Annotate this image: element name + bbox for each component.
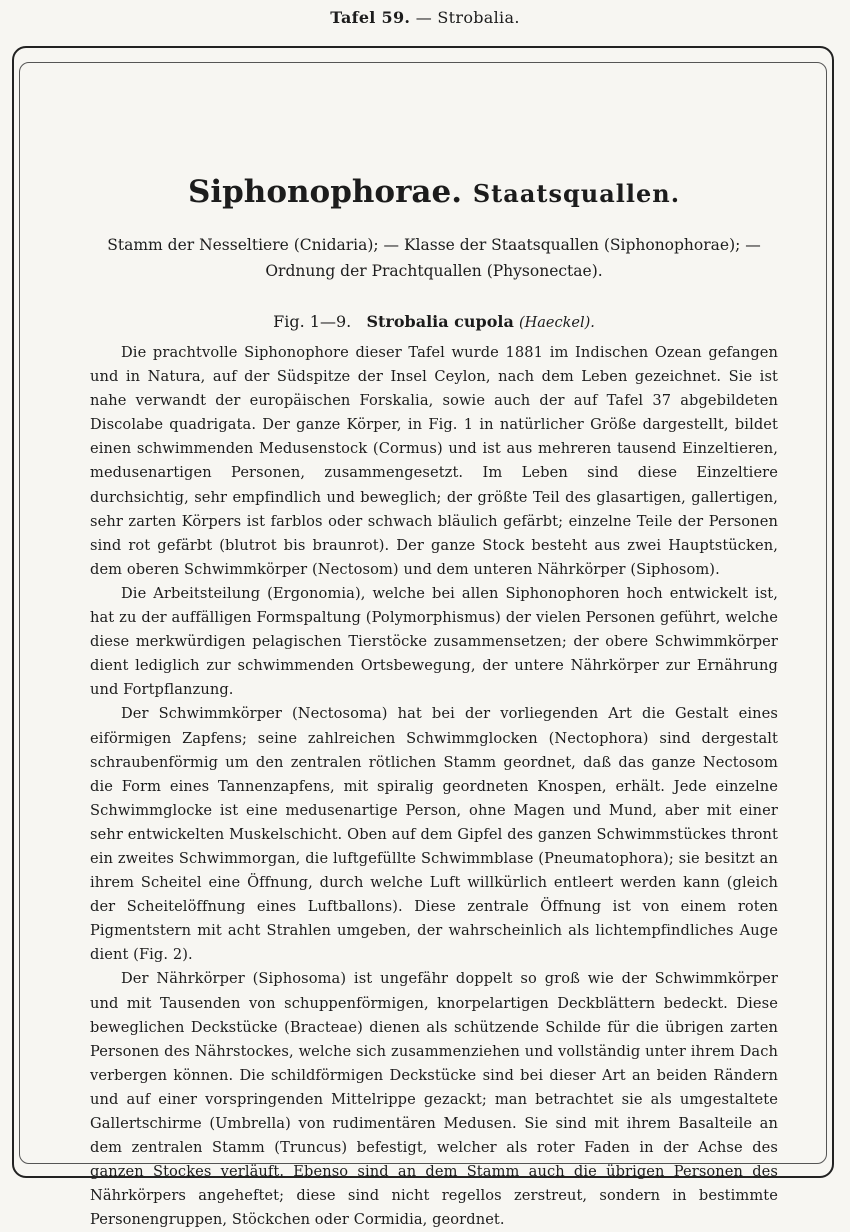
classification-line-2: Ordnung der Prachtquallen (Physonectae). bbox=[265, 262, 603, 280]
figure-caption bbox=[90, 310, 778, 335]
species-name: Strobalia cupola bbox=[366, 312, 514, 331]
paragraph-nectosoma: Der Schwimmkörper (Nectosoma) hat bei der vorliegenden Art die Gestalt eines eiförmigen Zapfens; seine zahlreichen Schwimmglocken (Nectophora) sind dergestalt schraubenförmig um den zentralen rötlichen Stamm geordnet, daß das ganze Nectosom die Form eines Tannenzapfens, mit spiralig geordneten Knospen, erhält. Jede einzelne Schwimmglocke ist eine medusenartige Person, ohne Magen und Mund, aber mit einer sehr entwickelten Muskelschicht. Oben auf dem Gipfel des ganzen Schwimmstückes thront ein zweites Schwimmorgan, die luftgefüllte Schwimmblase (Pneumatophora); sie besitzt an ihrem Scheitel eine Öffnung, durch welche Luft willkürlich entleert werden kann (gleich der Scheitelöffnung eines Luftballons). Diese zentrale Öffnung ist von einem roten Pigmentstern mit acht Strahlen umgeben, der wahrscheinlich als lichtempfindliches Auge dient (Fig. 2). bbox=[90, 705, 778, 964]
plate-subject: Strobalia. bbox=[437, 8, 520, 27]
species-author: (Haeckel). bbox=[518, 315, 595, 331]
paragraph-ergonomia: Die Arbeitsteilung (Ergonomia), welche bei allen Siphonophoren hoch entwickelt ist, hat zu der auffälligen Formspaltung (Polymorphismus) der vielen Personen geführt, welche diese merkwürdigen pelagischen Tierstöcke zusammensetzen; der obere Schwimmkörper dient lediglich zur schwimmenden Ortsbewegung, der untere Nährkörper zur Ernährung und Fortpflanzung. bbox=[90, 584, 778, 699]
title-german: Staatsquallen. bbox=[472, 179, 681, 208]
page-title bbox=[90, 170, 778, 216]
page-content bbox=[90, 170, 778, 1232]
taxonomic-classification bbox=[90, 232, 778, 284]
figure-label: Fig. 1—9. bbox=[273, 312, 352, 331]
running-head bbox=[0, 8, 850, 27]
plate-number: Tafel 59. bbox=[330, 8, 411, 27]
paragraph-intro: Die prachtvolle Siphonophore dieser Tafel wurde 1881 im Indischen Ozean gefangen und in Natura, auf der Südspitze der Insel Ceylon, nach dem Leben gezeichnet. Sie ist nahe verwandt der europäischen Forskalia, sowie auch der auf Tafel 37 abgebildeten Discolabe quadrigata. Der ganze Körper, in Fig. 1 in natürlicher Größe dargestellt, bildet einen schwimmenden Medusenstock (Cormus) und ist aus mehreren tausend Einzeltieren, medusenartigen Personen, zusammengesetzt. Im Leben sind diese Einzeltiere durchsichtig, sehr empfindlich und beweglich; der größte Teil des glasartigen, gallertigen, sehr zarten Körpers ist farblos oder schwach bläulich gefärbt; einzelne Teile der Personen sind rot gefärbt (blutrot bis braunrot). Der ganze Stock besteht aus zwei Hauptstücken, dem oberen Schwimmkörper (Nectosom) und dem unteren Nährkörper (Siphosom). bbox=[90, 344, 778, 578]
head-separator: — bbox=[415, 8, 432, 27]
classification-line-1: Stamm der Nesseltiere (Cnidaria); — Klasse der Staatsquallen (Siphonophorae); — bbox=[107, 236, 761, 254]
paragraph-siphosoma: Der Nährkörper (Siphosoma) ist ungefähr doppelt so groß wie der Schwimmkörper und mit Tausenden von schuppenförmigen, knorpelartigen Deckblättern bedeckt. Diese beweglichen Deckstücke (Bracteae) dienen als schützende Schilde für die übrigen zarten Personen des Nährstockes, welche sich zusammenziehen und vollständig unter ihrem Dach verbergen können. Die schildförmigen Deckstücke sind bei dieser Art an beiden Rändern und auf einer vorspringenden Mittelrippe gezackt; man betrachtet sie als umgestaltete Gallertschirme (Umbrella) von rudimentären Medusen. Sie sind mit ihrem Basalteile an dem zentralen Stamm (Truncus) befestigt, welcher als roter Faden in der Achse des ganzen Stockes verläuft. Ebenso sind an dem Stamm auch die übrigen Personen des Nährkörpers angeheftet; diese sind nicht regellos zerstreut, sondern in bestimmte Personengruppen, Stöckchen oder Cormidia, geordnet. bbox=[90, 970, 778, 1229]
title-latin: Siphonophorae. bbox=[187, 174, 463, 210]
